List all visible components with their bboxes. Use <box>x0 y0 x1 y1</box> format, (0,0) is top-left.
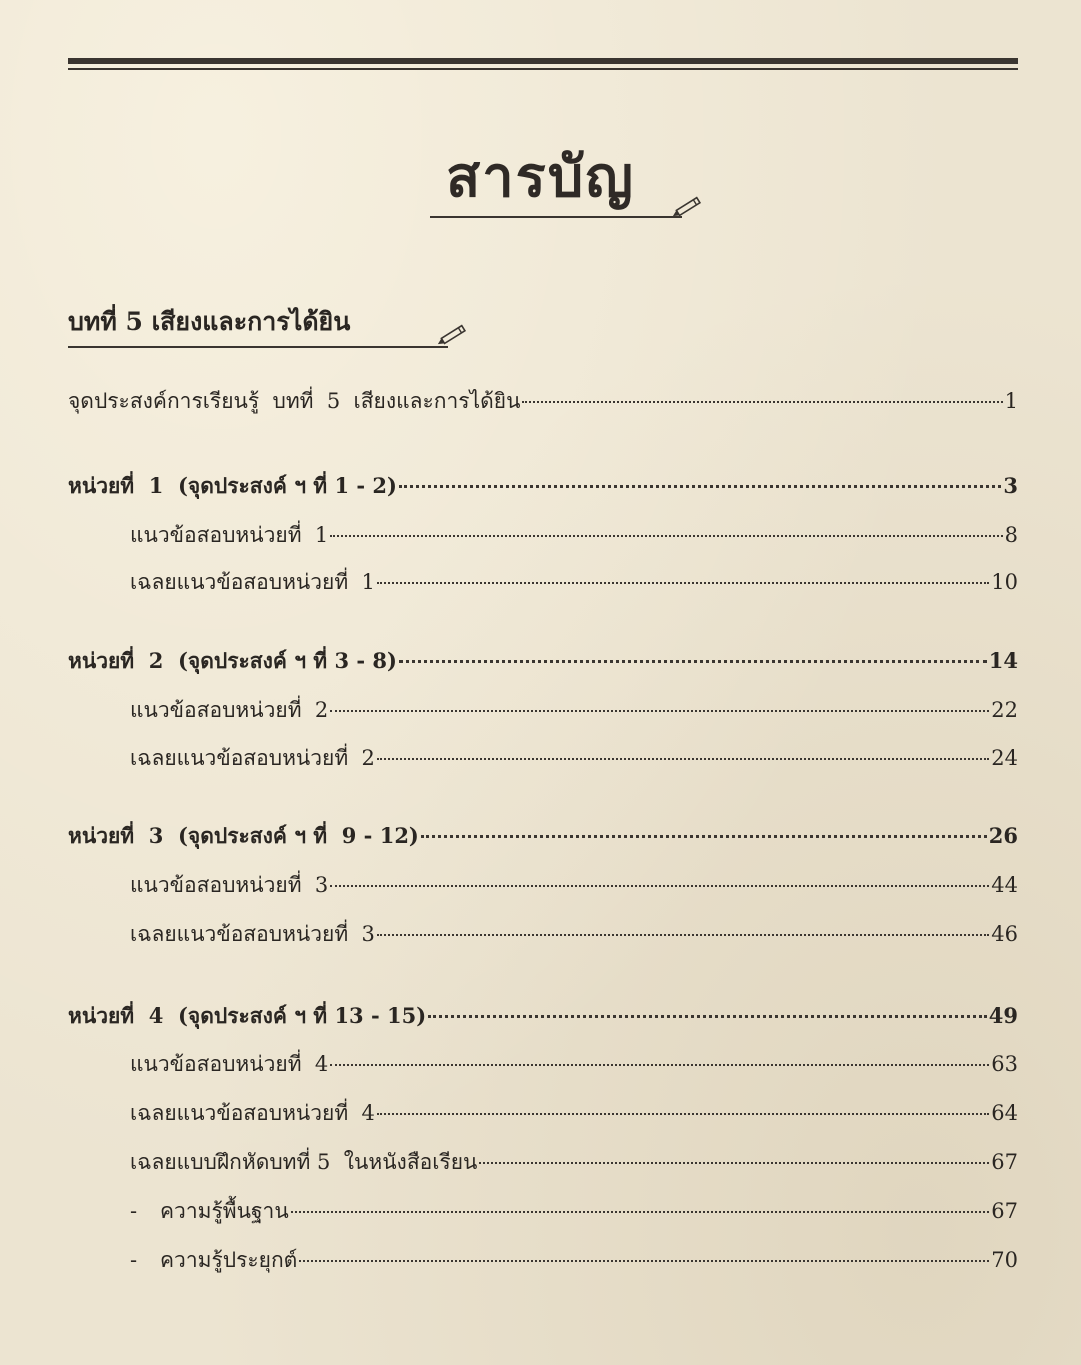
toc-entry-page: 10 <box>991 570 1018 594</box>
pencil-icon <box>672 194 706 218</box>
toc-entry-page: 44 <box>991 873 1018 897</box>
toc-entry-page: 26 <box>988 823 1018 848</box>
toc-entry-page: 64 <box>991 1101 1018 1125</box>
toc-entry-page: 3 <box>1003 473 1018 498</box>
chapter-heading: บทที่ 5 เสียงและการได้ยิน <box>68 307 351 336</box>
toc-entry-unit-4[interactable] <box>68 1000 1018 1033</box>
page-title: สารบัญ <box>446 144 635 210</box>
leader-dots <box>399 660 987 663</box>
toc-entry-unit-3[interactable] <box>68 820 1018 853</box>
toc-entry-label: แนวข้อสอบหน่วยที่ 1 <box>130 523 329 547</box>
toc-entry-unit-2[interactable] <box>68 645 1018 678</box>
toc-entry-page: 70 <box>991 1248 1018 1272</box>
toc-entry-unit-2-answers[interactable] <box>130 742 1018 775</box>
toc-entry-page: 22 <box>991 698 1018 722</box>
toc-entry-page: 8 <box>1004 523 1018 547</box>
toc-entry-label: ความรู้พื้นฐาน <box>160 1199 289 1223</box>
toc-entry-page: 49 <box>988 1003 1018 1028</box>
chapter-underline <box>68 346 448 348</box>
toc-entry-objectives[interactable] <box>68 385 1018 418</box>
leader-dots <box>522 401 1002 403</box>
toc-entry-exercise-answers[interactable] <box>130 1146 1018 1179</box>
toc-entry-page: 46 <box>991 922 1018 946</box>
toc-entry-label: เฉลยแนวข้อสอบหน่วยที่ 2 <box>130 746 375 770</box>
toc-entry-unit-1-exam[interactable] <box>130 519 1018 552</box>
leader-dots <box>421 835 987 838</box>
toc-entry-applied-knowledge[interactable] <box>130 1244 1018 1277</box>
toc-entry-label: แนวข้อสอบหน่วยที่ 3 <box>130 873 329 897</box>
toc-entry-unit-4-answers[interactable] <box>130 1097 1018 1130</box>
toc-entry-unit-1-answers[interactable] <box>130 566 1018 599</box>
toc-entry-unit-3-exam[interactable] <box>130 869 1018 902</box>
toc-entry-unit-4-exam[interactable] <box>130 1048 1018 1081</box>
toc-entry-unit-3-answers[interactable] <box>130 918 1018 951</box>
toc-entry-label: หน่วยที่ 2 (จุดประสงค์ ฯ ที่ 3 - 8) <box>68 648 397 673</box>
toc-entry-label: หน่วยที่ 3 (จุดประสงค์ ฯ ที่ 9 - 12) <box>68 823 419 848</box>
toc-entry-label: หน่วยที่ 4 (จุดประสงค์ ฯ ที่ 13 - 15) <box>68 1003 427 1028</box>
leader-dots <box>377 758 989 760</box>
top-rule-thin <box>68 68 1018 70</box>
leader-dots <box>399 485 1001 488</box>
bullet-dash: - <box>130 1199 138 1223</box>
leader-dots <box>479 1162 989 1164</box>
leader-dots <box>377 934 989 936</box>
leader-dots <box>299 1260 989 1262</box>
bullet-dash: - <box>130 1248 138 1272</box>
toc-entry-page: 1 <box>1004 389 1018 413</box>
leader-dots <box>428 1015 987 1018</box>
leader-dots <box>291 1211 990 1213</box>
leader-dots <box>330 1064 989 1066</box>
top-rule-thick <box>68 58 1018 64</box>
toc-entry-page: 67 <box>991 1199 1018 1223</box>
toc-entry-page: 63 <box>991 1052 1018 1076</box>
toc-entry-label: เฉลยแนวข้อสอบหน่วยที่ 4 <box>130 1101 375 1125</box>
toc-entry-label: จุดประสงค์การเรียนรู้ บทที่ 5 เสียงและการได้ยิน <box>68 389 521 413</box>
toc-entry-label: หน่วยที่ 1 (จุดประสงค์ ฯ ที่ 1 - 2) <box>68 473 397 498</box>
toc-entry-label: เฉลยแนวข้อสอบหน่วยที่ 1 <box>130 570 375 594</box>
toc-entry-label: แนวข้อสอบหน่วยที่ 2 <box>130 698 329 722</box>
toc-entry-page: 67 <box>991 1150 1018 1174</box>
toc-entry-unit-1[interactable] <box>68 470 1018 503</box>
title-underline <box>430 216 682 218</box>
leader-dots <box>330 710 989 712</box>
toc-entry-label: เฉลยแนวข้อสอบหน่วยที่ 3 <box>130 922 375 946</box>
leader-dots <box>330 885 989 887</box>
leader-dots <box>377 1113 989 1115</box>
toc-entry-label: ความรู้ประยุกต์ <box>160 1248 298 1272</box>
toc-entry-unit-2-exam[interactable] <box>130 694 1018 727</box>
toc-entry-label: เฉลยแบบฝึกหัดบทที่ 5 ในหนังสือเรียน <box>130 1150 478 1174</box>
toc-entry-label: แนวข้อสอบหน่วยที่ 4 <box>130 1052 329 1076</box>
toc-entry-page: 24 <box>991 746 1018 770</box>
toc-entry-basic-knowledge[interactable] <box>130 1195 1018 1228</box>
leader-dots <box>330 535 1002 537</box>
toc-entry-page: 14 <box>988 648 1018 673</box>
leader-dots <box>377 582 989 584</box>
pencil-icon <box>437 322 471 346</box>
